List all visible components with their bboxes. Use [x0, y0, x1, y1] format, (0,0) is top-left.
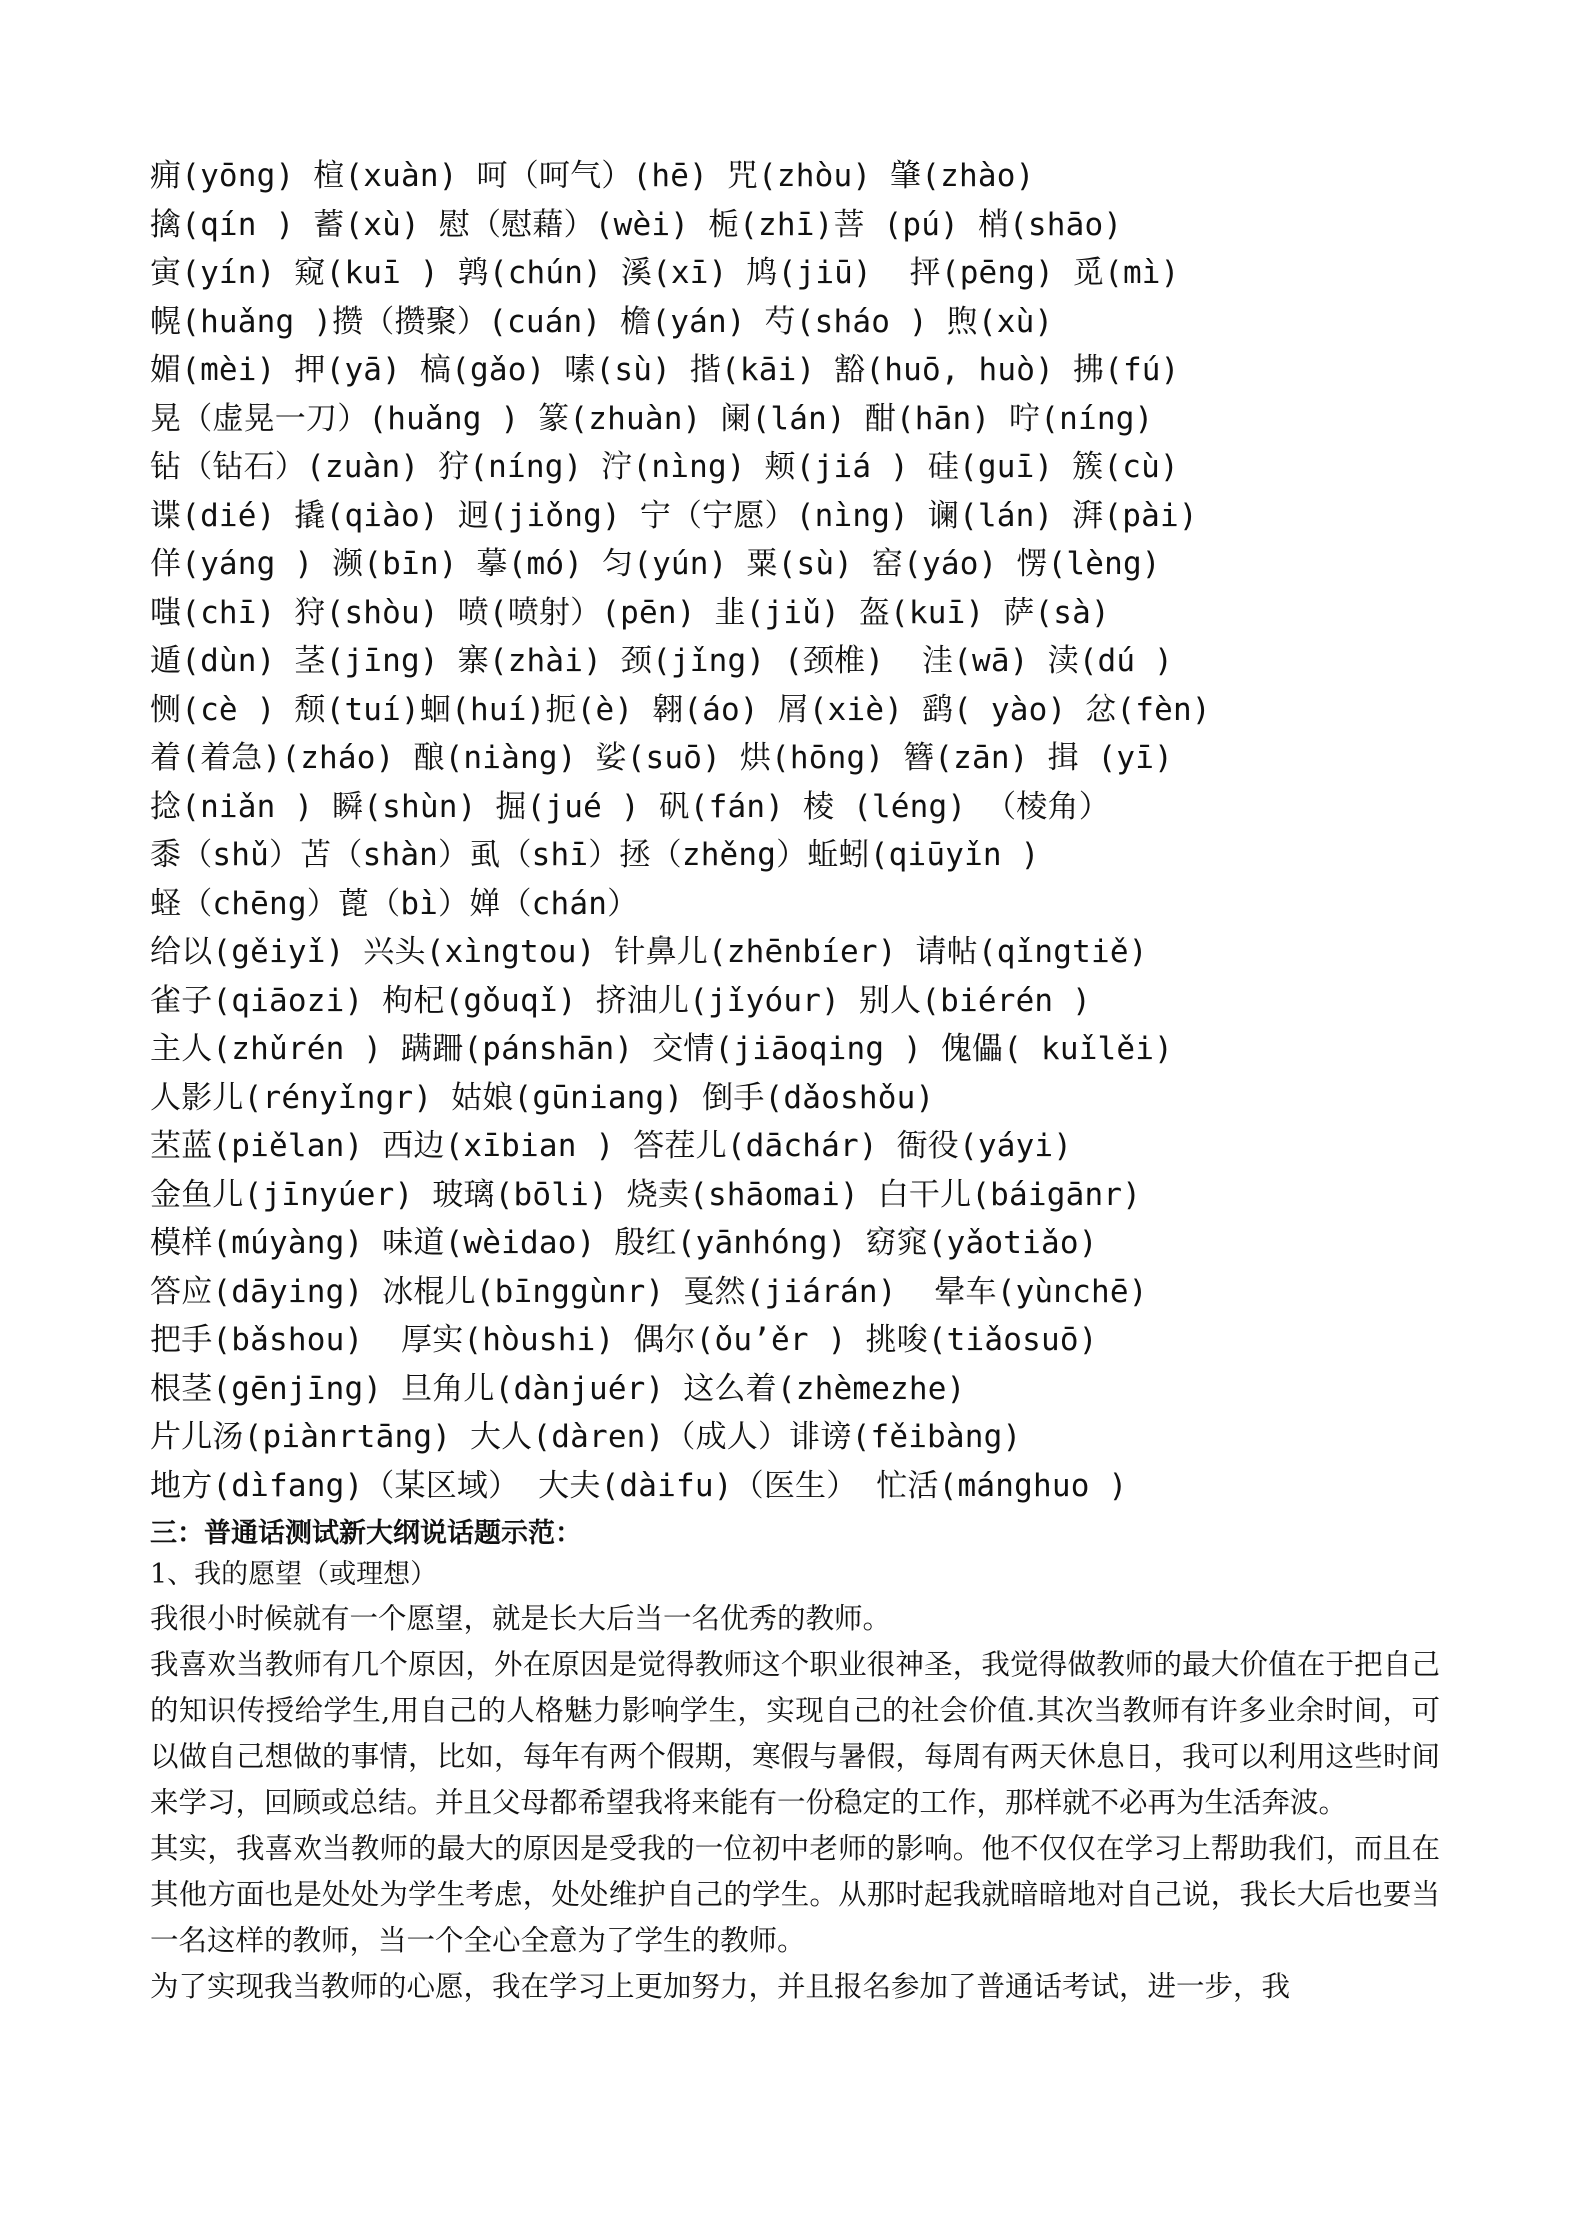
pinyin-line: 把手(bǎshou) 厚实(hòushi) 偶尔(ǒu’ěr ) 挑唆(tiǎosuō): [150, 1322, 1098, 1358]
essay-paragraph: 我喜欢当教师有几个原因，外在原因是觉得教师这个职业很神圣，我觉得做教师的最大价值在于把自己的知识传授给学生,用自己的人格魅力影响学生，实现自己的社会价值.其次当教师有许多业余时间，可以做自己想做的事情，比如，每年有两个假期，寒假与暑假，每周有两天休息日，我可以利用这些时间来学习，回顾或总结。并且父母都希望我将来能有一份稳定的工作，那样就不必再为生活奔波。: [150, 1648, 1440, 1819]
pinyin-line: 捻(niǎn ) 瞬(shùn) 掘(jué ) 矾(fán) 棱 (léng) （棱角）: [150, 788, 1110, 825]
pinyin-line: 晃（虚晃一刀）(huǎng ) 篆(zhuàn) 阑(lán) 酣(hān) 咛(níng): [150, 400, 1154, 437]
essay-paragraph: 我很小时候就有一个愿望，就是长大后当一名优秀的教师。: [150, 1602, 892, 1635]
essay-body: [150, 1596, 1440, 2010]
pinyin-line: 黍（shǔ）苫（shàn）虱（shī）拯（zhěng）蚯蚓(qiūyǐn ): [150, 837, 1040, 873]
pinyin-line: 擒(qín ) 蓄(xù) 慰（慰藉）(wèi) 栀(zhī)菩 (pú) 梢(shāo): [150, 206, 1123, 243]
essay-paragraph: 其实，我喜欢当教师的最大的原因是受我的一位初中老师的影响。他不仅仅在学习上帮助我们，而且在其他方面也是处处为学生考虑，处处维护自己的学生。从那时起我就暗暗地对自己说，我长大后也要当一名这样的教师，当一个全心全意为了学生的教师。: [150, 1832, 1440, 1957]
pinyin-line: 苤蓝(piělan) 西边(xībian ) 答茬儿(dāchár) 衙役(yáyi): [150, 1128, 1073, 1164]
pinyin-line: 寅(yín) 窥(kuī ) 鹑(chún) 溪(xī) 鸠(jiū) 抨(pēng) 觅(mì): [150, 255, 1180, 291]
pinyin-line: 雀子(qiāozi) 枸杞(gǒuqǐ) 挤油儿(jǐyóur) 别人(biérén ): [150, 982, 1092, 1019]
pinyin-line: 钻（钻石）(zuàn) 狞(níng) 泞(nìng) 颊(jiá ) 硅(guī) 簇(cù): [150, 449, 1179, 485]
pinyin-line: 地方(dìfang)（某区域） 大夫(dàifu)（医生） 忙活(mánghuo ): [150, 1467, 1128, 1504]
pinyin-line: 答应(dāying) 冰棍儿(bīnggùnr) 戛然(jiárán) 晕车(yùnchē): [150, 1273, 1148, 1310]
essay-paragraph: 为了实现我当教师的心愿，我在学习上更加努力，并且报名参加了普通话考试，进一步，我: [150, 1970, 1291, 2003]
pinyin-line: 媚(mèi) 押(yā) 槁(gǎo) 嗉(sù) 揩(kāi) 豁(huō, huò) 拂(fú): [150, 352, 1180, 388]
pinyin-line: 着(着急)(zháo) 酿(niàng) 娑(suō) 烘(hōng) 簪(zān) 揖 (yī): [150, 740, 1174, 776]
pinyin-line: 片儿汤(piànrtāng) 大人(dàren)（成人）诽谤(fěibàng): [150, 1419, 1022, 1455]
pinyin-line: 佯(yáng ) 濒(bīn) 摹(mó) 匀(yún) 粟(sù) 窑(yáo) 愣(lèng): [150, 546, 1161, 582]
pinyin-line: 根茎(gēnjīng) 旦角儿(dànjuér) 这么着(zhèmezhe): [150, 1370, 966, 1407]
document-page: [150, 152, 1440, 2010]
pinyin-line: 给以(gěiyǐ) 兴头(xìngtou) 针鼻儿(zhēnbíer) 请帖(qǐngtiě): [150, 934, 1148, 970]
pinyin-line: 金鱼儿(jīnyúer) 玻璃(bōli) 烧卖(shāomai) 白干儿(báigānr): [150, 1176, 1142, 1213]
pinyin-line: 人影儿(rényǐngr) 姑娘(gūniang) 倒手(dǎoshǒu): [150, 1079, 935, 1116]
pinyin-line: 嗤(chī) 狩(shòu) 喷(喷射）(pēn) 韭(jiǔ) 盔(kuī) 萨(sà): [150, 594, 1110, 631]
pinyin-line: 幌(huǎng )攒（攒聚）(cuán) 檐(yán) 芍(sháo ) 煦(xù): [150, 303, 1054, 340]
pinyin-line: 模样(múyàng) 味道(wèidao) 殷红(yānhóng) 窈窕(yǎotiǎo): [150, 1225, 1098, 1261]
pinyin-line: 谍(dié) 撬(qiào) 迥(jiǒng) 宁（宁愿）(nìng) 谰(lán) 湃(pài): [150, 497, 1198, 534]
pinyin-line: 恻(cè ) 颓(tuí)蛔(huí)扼(è) 翱(áo) 屑(xiè) 鹞( yào) 忿(fèn): [150, 691, 1211, 728]
pinyin-line: 遁(dùn) 茎(jīng) 寨(zhài) 颈(jǐng) (颈椎) 洼(wā) 渎(dú ): [150, 643, 1174, 679]
pinyin-line: 蛏（chēng）蓖（bì）婵（chán）: [150, 885, 639, 922]
pinyin-list: [150, 152, 1440, 1510]
topic-heading: 1、我的愿望（或理想）: [150, 1559, 438, 1590]
pinyin-line: 主人(zhǔrén ) 蹒跚(pánshān) 交情(jiāoqing ) 傀儡( kuǐlěi): [150, 1031, 1174, 1067]
section-heading: 三：普通话测试新大纲说话题示范：: [150, 1518, 582, 1549]
pinyin-line: 痈(yōng) 楦(xuàn) 呵（呵气）(hē) 咒(zhòu) 肇(zhào): [150, 158, 1035, 194]
